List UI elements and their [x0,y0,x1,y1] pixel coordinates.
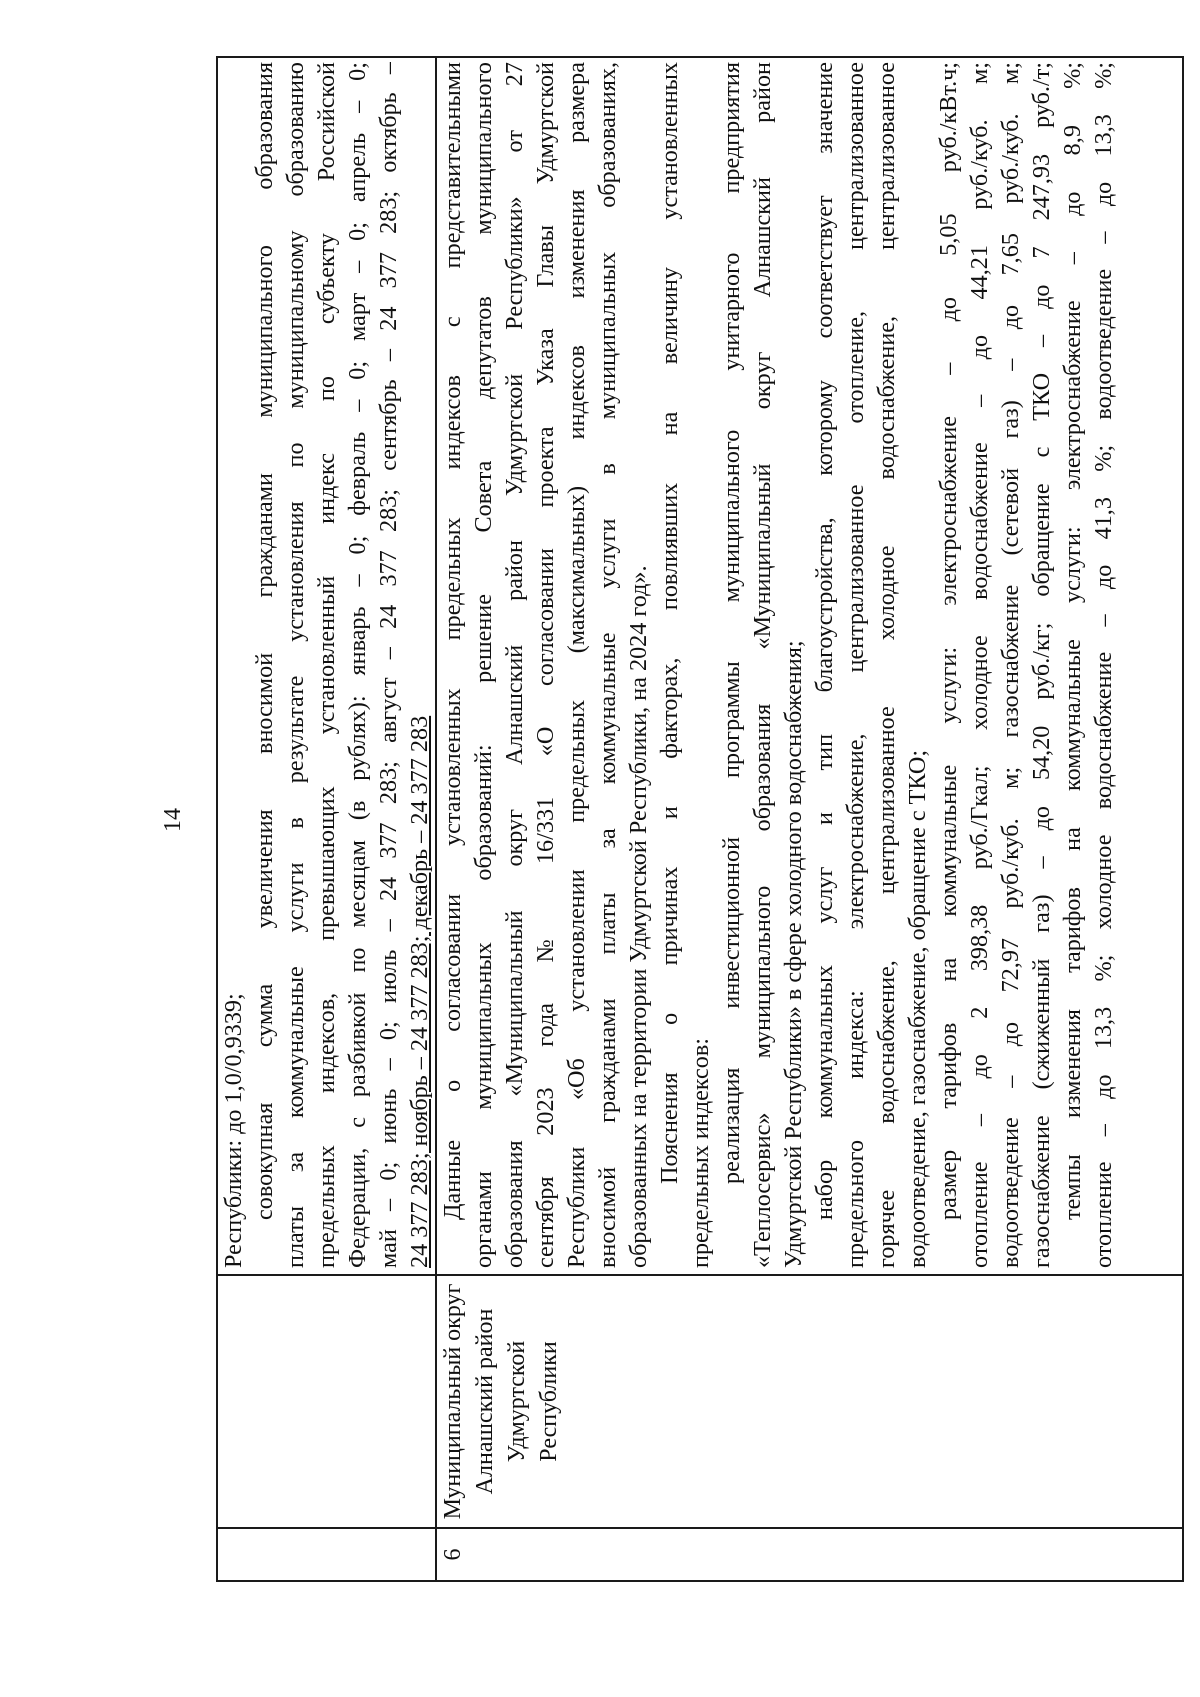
table-row [217,57,436,1581]
text-line: Республики «Об установлении предельных (максимальных) индексов изменения размера [563,62,590,1268]
text-line: водоотведение – до 72,97 руб./куб. м; газоснабжение (сетевой газ) – до 7,65 руб./куб. м; [997,62,1024,1268]
text-line: горячее водоснабжение, централизованное холодное водоснабжение, централизованное [873,62,900,1268]
text-line: газоснабжение (сжиженный газ) – до 54,20 руб./кг; обращение с ТКО – до 7 247,93 руб./т; [1028,62,1055,1268]
row-number-cell [436,1528,1183,1581]
text-line: совокупная сумма увеличения вносимой гражданами муниципального образования [251,62,278,1220]
text-line: Данные о согласовании установленных предельных индексов с представительными [439,62,466,1220]
row-number: 6 [440,1548,466,1561]
municipality-name-line: Республики [536,1341,562,1462]
text-line: отопление – до 2 398,38 руб./Гкал; холодное водоснабжение – до 44,21 руб./куб. м; [966,62,993,1268]
row-number-cell [217,1528,436,1581]
municipality-name-cell [436,1275,1183,1528]
text-line: «Теплосервис» муниципального образования «Муниципальный округ Алнашский район [749,62,776,1268]
rotated-page [158,62,1124,1582]
text-line: реализация инвестиционной программы муниципального унитарного предприятия [718,62,745,1184]
text-line: предельных индексов: [687,1038,714,1268]
text-line: водоотведение, газоснабжение, обращение с ТКО; [904,749,931,1268]
table-row [436,57,1183,1581]
text-line: размер тарифов на коммунальные услуги: электроснабжение – до 5,05 руб./кВт.ч; [935,62,962,1220]
text-line: предельных индексов, превышающих установленный индекс по субъекту Российской [313,62,340,1268]
text-line: 24 377 283; ноябрь – 24 377 283; декабрь – 24 377 283 [406,715,433,1268]
description-cell [217,57,436,1275]
text-line: вносимой гражданами платы за коммунальные услуги в муниципальных образованиях, [594,62,621,1268]
text-line: набор коммунальных услуг и тип благоустройства, которому соответствует значение [811,62,838,1220]
municipality-name-line: Муниципальный округ [440,1283,466,1520]
text-line: Федерации, с разбивкой по месяцам (в рублях): январь – 0; февраль – 0; март – 0; апрель – 0; [344,62,371,1268]
text-line: Удмуртской Республики» в сфере холодного водоснабжения; [780,640,807,1268]
text-line: май – 0; июнь – 0; июль – 24 377 283; август – 24 377 283; сентябрь – 24 377 283; октябрь – [375,62,402,1268]
text-line: образования «Муниципальный округ Алнашский район Удмуртской Республики» от 27 [501,62,528,1268]
text-line: платы за коммунальные услуги в результате установления по муниципальному образованию [282,62,309,1268]
municipality-name-cell [217,1275,436,1528]
municipality-name-line: Удмуртской [504,1340,530,1463]
text-line: образованных на территории Удмуртской Республики, на 2024 год». [625,565,652,1268]
text-line: сентября 2023 года № 16/331 «О согласовании проекта Указа Главы Удмуртской [532,62,559,1268]
text-line: Республики: до 1,0/0,9339; [220,993,247,1268]
text-line: органами муниципальных образований: решение Совета депутатов муниципального [470,62,497,1268]
text-line: предельного индекса: электроснабжение, централизованное отопление, централизованное [842,62,869,1268]
text-line: темпы изменения тарифов на коммунальные услуги: электроснабжение – до 8,9 %; [1059,62,1086,1220]
description-cell [436,57,1183,1275]
text-line: Пояснения о причинах и факторах, повлиявших на величину установленных [656,62,683,1184]
page-number: 14 [160,808,186,832]
document-table [216,56,1184,1582]
municipality-name-line: Алнашский район [472,1308,498,1495]
text-line: отопление – до 13,3 %; холодное водоснабжение – до 41,3 %; водоотведение – до 13,3 %; [1090,62,1117,1268]
